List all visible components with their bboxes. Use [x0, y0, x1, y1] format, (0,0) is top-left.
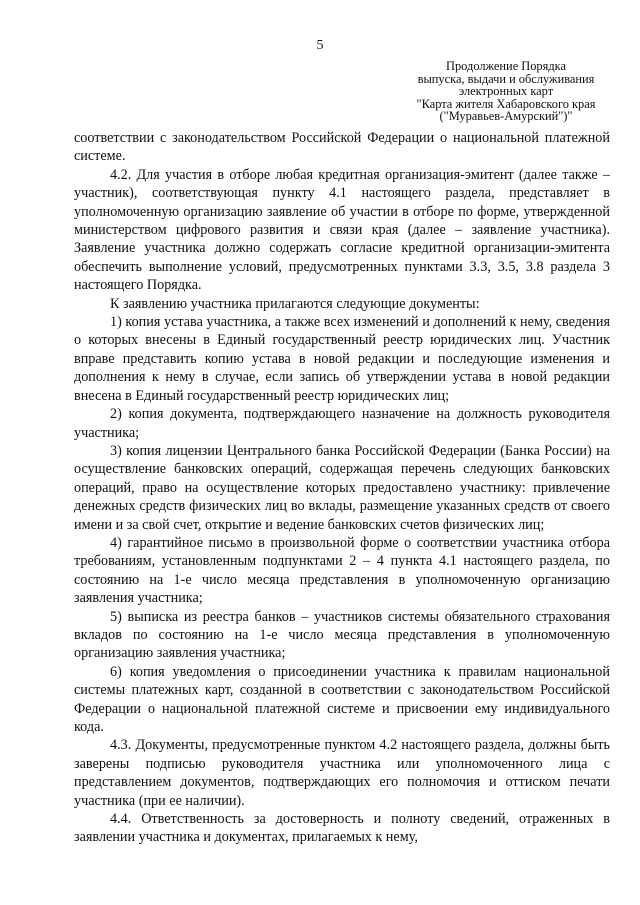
header-line: выпуска, выдачи и обслуживания — [417, 71, 595, 86]
list-item-4: 4) гарантийное письмо в произвольной форме о соответствии участника отбора требованиям, установленным подпунктами 2 – 4 пункта 4.1 настоящего раздела, по состоянию на 1-е число месяца представления в уполномоченную организацию заявления участника; — [74, 534, 610, 607]
list-item-3: 3) копия лицензии Центрального банка Российской Федерации (Банка России) на осуществление банковских операций, содержащая перечень следующих банковских операций, право на осуществление которых предоставлено участнику: привлечение денежных средств физических лиц во вклады, размещение указанных средств от своего имени и за свой счет, открытие и ведение банковских счетов физических лиц; — [74, 442, 610, 533]
paragraph-documents-intro: К заявлению участника прилагаются следующие документы: — [110, 295, 480, 312]
list-item-1: 1) копия устава участника, а также всех изменений и дополнений к нему, сведения о которых внесены в Единый государственный реестр юридических лиц. Участник вправе представить копию устава в новой редакции и последующие изменения и дополнения к нему в случае, если запись об утверждении устава в новой редакции внесена в Единый государственный реестр юридических лиц; — [74, 314, 610, 404]
paragraph-continuation: соответствии с законодательством Российской Федерации о национальной платежной системе. — [74, 130, 610, 165]
header-line: "Карта жителя Хабаровского края — [416, 96, 596, 111]
header-line: Продолжение Порядка — [446, 59, 566, 73]
header-line: ("Муравьев-Амурский")" — [439, 109, 573, 124]
document-header — [400, 60, 612, 123]
header-line: электронных карт — [458, 84, 554, 99]
list-item-6: 6) копия уведомления о присоединении участника к правилам национальной системы платежных карт, созданной в соответствии с законодательством Российской Федерации о национальной платежной системе и присвоении ему индивидуального кода. — [74, 663, 610, 735]
list-item-2: 2) копия документа, подтверждающего назначение на должность руководителя участника; — [74, 406, 610, 441]
page-number: 5 — [316, 38, 324, 53]
paragraph-4-2: 4.2. Для участия в отборе любая кредитная организация-эмитент (далее также – участник), соответствующая пункту 4.1 настоящего раздела, представляет в уполномоченную организацию заявление об участии в отборе по форме, утвержденной министерством цифрового развития и связи края (далее – заявление участника). Заявление участника должно содержать согласие кредитной организации-эмитента обеспечить выполнение условий, предусмотренных пунктами 3.3, 3.5, 3.8 раздела 3 настоящего Порядка. — [74, 166, 610, 294]
paragraph-4-3: 4.3. Документы, предусмотренные пунктом 4.2 настоящего раздела, должны быть заверены подписью руководителя участника или уполномоченного лица с представлением документов, подтверждающих его полномочия и оттиском печати участника (при ее наличии). — [74, 737, 610, 809]
document-body — [74, 129, 610, 847]
list-item-5: 5) выписка из реестра банков – участников системы обязательного страхования вкладов по состоянию на 1-е число месяца представления в уполномоченную организацию заявления участника; — [74, 608, 610, 662]
paragraph-4-4: 4.4. Ответственность за достоверность и полноту сведений, отраженных в заявлении участника и документах, прилагаемых к нему, — [74, 811, 610, 846]
